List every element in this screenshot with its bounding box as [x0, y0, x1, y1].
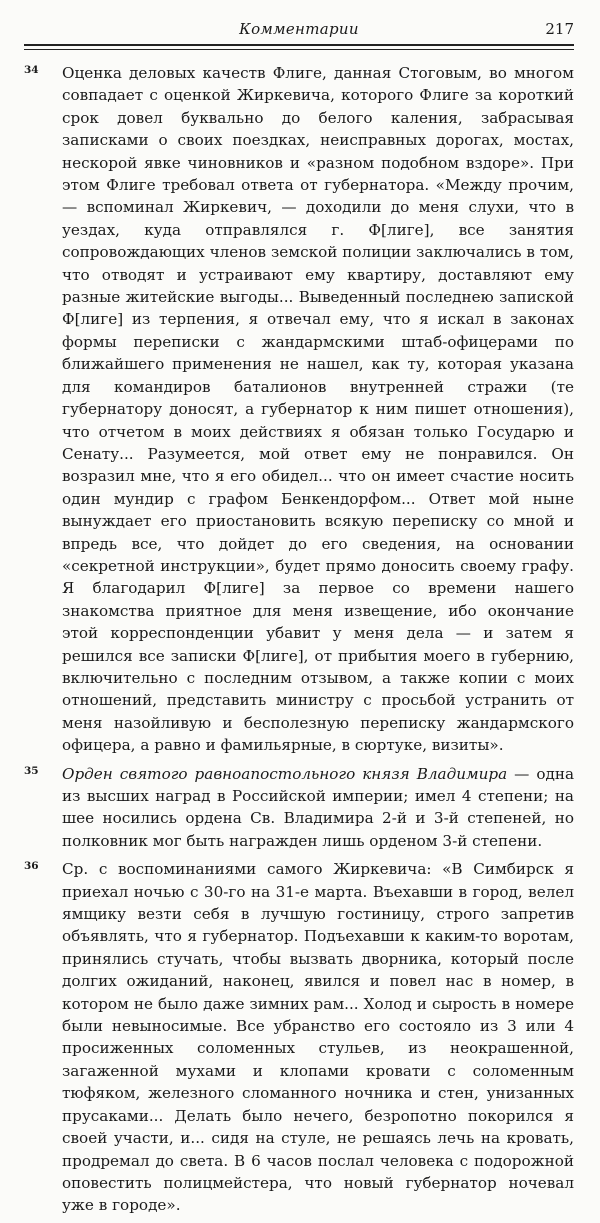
header-rule-thin [24, 49, 574, 50]
header-rule-thick [24, 44, 574, 46]
running-header [24, 20, 574, 42]
note-text: Оценка деловых качеств Флиге, данная Стоговым, во многом совпадает с оценкой Жиркевича, которого Флиге за короткий срок довел буквально до белого каления, забрасывая записками о своих поездках, неисправных дорогах, мостах, нескорой явке чиновников и «разном подобном вздоре». При этом Флиге требовал ответа от губернатора. «Между прочим, — вспоминал Жиркевич, — доходили до меня слухи, что в уездах, куда отправлялся г. Ф[лиге], все занятия сопровождающих членов земской полиции заключались в том, что отводят и устраивают ему квартиру, доставляют ему разные житейские выгоды... Выведенный последнею запиской Ф[лиге] из терпения, я отвечал ему, что я искал в законах формы переписки с жандармскими штаб-офицерами по ближайшего применения не нашел, как ту, которая указана для командиров баталионов внутренней стражи (те губернатору доносят, а губернатор к ним пишет отношения), что отчетом в моих действиях я обязан только Государю и Сенату... Разумеется, мой ответ ему не понравился. Он возразил мне, что я его обидел... что он имеет счастие носить один мундир с графом Бенкендорфом... Ответ мой ныне вынуждает его приостановить всякую переписку со мной и впредь все, что дойдет до его сведения, на основании «секретной инструкции», будет прямо доносить своему графу. Я благодарил Ф[лиге] за первое со времени нашего знакомства приятное для меня извещение, ибо окончание этой корреспонденции убавит у меня дела — и затем я решился все записки Ф[лиге], от прибытия моего в губернию, включительно с последним отзывом, а также копии с моих отношений, представить министру с просьбой устранить от меня назойливую и бесполезную переписку жандармского офицера, а равно и фамильярные, в сюртуке, визиты». [62, 64, 574, 755]
commentary-body [24, 62, 574, 1223]
page-number: 217 [545, 20, 574, 38]
note-35 [24, 763, 574, 853]
note-36 [24, 858, 574, 1217]
note-italic-term: Орден святого равноапостольного князя Владимира [62, 764, 508, 783]
note-number: 34 [24, 64, 39, 76]
note-number: 36 [24, 860, 39, 873]
note-34 [24, 62, 574, 757]
note-number: 35 [24, 764, 39, 777]
note-text: Ср. с воспоминаниями самого Жиркевича: «В Симбирск я приехал ночью с 30-го на 31-е марта. Въехавши в город, велел ямщику везти себя в лучшую гостиницу, строго запретив объявлять, что я губернатор. Подъехавши к каким-то воротам, принялись стучать, чтобы вызвать дворника, который после долгих ожиданий, наконец, явился и повел нас в номер, в котором не было даже зимних рам... Холод и сырость в номере были невыносимые. Все убранство его состояло из 3 или 4 просиженных соломенных стульев, из неокрашенной, загаженной мухами и клопами кровати с соломенным тюфяком, железного сломанного ночника и стен, унизанных прусаками... Делать было нечего, безропотно покорился я своей участи, и... сидя на стуле, не решаясь лечь на кровать, продремал до света. В 6 часов послал человека с подорожной оповестить полицмейстера, что новый губернатор ночевал уже в городе». [62, 860, 574, 1215]
note-text [62, 763, 574, 853]
running-title: Комментарии [239, 20, 359, 38]
note-text-rest: — одна из высших наград в Российской империи; имел 4 степени; на шее носились ордена Св. Владимира 2-й и 3-й степеней, но полковник мог быть награжден лишь орденом 3-й степени. [62, 764, 575, 850]
